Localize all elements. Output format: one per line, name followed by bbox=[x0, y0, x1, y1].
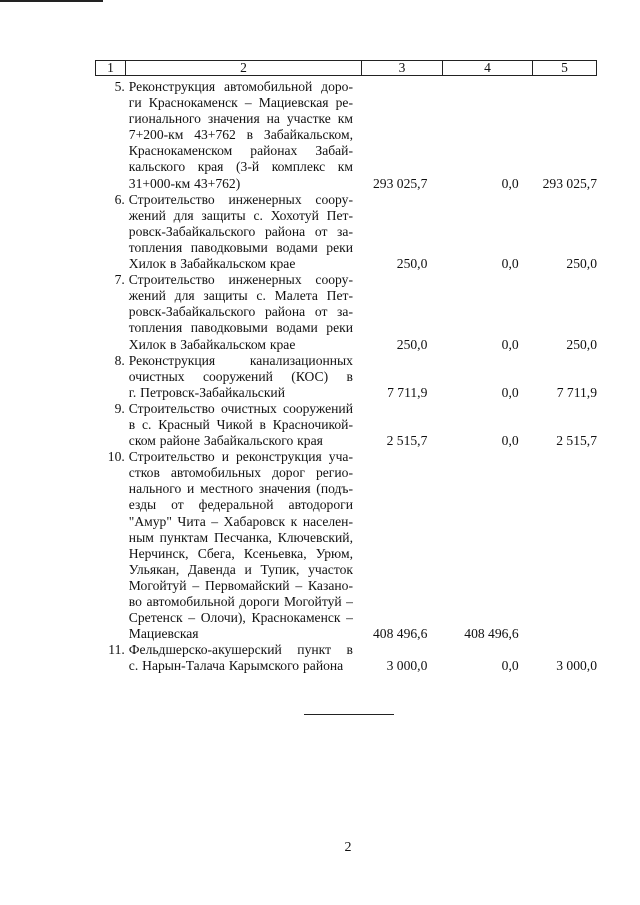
value-col-4: 0,0 bbox=[501, 336, 519, 352]
table-row bbox=[100, 353, 597, 401]
row-number: 8. bbox=[114, 352, 125, 368]
description-line: Хилок в Забайкальском крае bbox=[128, 336, 296, 352]
description-line: кальского края (3-й комплекс км bbox=[128, 159, 353, 175]
row-number: 7. bbox=[114, 272, 125, 288]
description-line: ском районе Забайкальского края bbox=[128, 433, 323, 449]
row-description bbox=[129, 272, 353, 352]
description-line: жений для защиты с. Хохотуй Пет- bbox=[128, 207, 353, 223]
description-line: 31+000-км 43+762) bbox=[128, 175, 241, 191]
description-line: Реконструкция канализационных bbox=[128, 352, 353, 368]
description-line: Фельдшерско-акушерский пункт в bbox=[128, 642, 353, 658]
value-col-5: 250,0 bbox=[566, 336, 597, 352]
value-col-3: 7 711,9 bbox=[387, 384, 428, 400]
description-line: Ульякан, Давенда и Тупик, участок bbox=[128, 561, 353, 577]
header-col-2: 2 bbox=[126, 61, 362, 75]
row-number: 5. bbox=[114, 79, 125, 94]
row-description bbox=[129, 192, 353, 272]
description-line: ровск-Забайкальского района от за- bbox=[128, 223, 353, 239]
description-line: езды от федеральной автодороги bbox=[128, 497, 353, 513]
row-description bbox=[129, 79, 353, 192]
row-description bbox=[129, 401, 353, 449]
row-description bbox=[129, 353, 353, 401]
description-line: гионального значения на участке км bbox=[128, 111, 353, 127]
description-line: очистных сооружений (КОС) в bbox=[128, 368, 353, 384]
value-col-5: 3 000,0 bbox=[556, 658, 597, 674]
page-number: 2 bbox=[344, 840, 352, 855]
value-col-5: 250,0 bbox=[566, 256, 597, 272]
value-col-3: 293 025,7 bbox=[373, 175, 428, 191]
value-col-3: 2 515,7 bbox=[386, 433, 428, 449]
value-col-5: 7 711,9 bbox=[556, 384, 597, 400]
description-line: жений для защиты с. Малета Пет- bbox=[128, 288, 353, 304]
header-col-5: 5 bbox=[561, 60, 568, 75]
description-line: Краснокаменском районах Забай- bbox=[128, 143, 353, 159]
table-row bbox=[100, 272, 597, 352]
table-row bbox=[100, 79, 597, 192]
value-col-4: 0,0 bbox=[501, 658, 519, 674]
description-line: ровск-Забайкальского района от за- bbox=[128, 304, 353, 320]
description-line: Реконструкция автомобильной доро- bbox=[128, 79, 353, 94]
description-line: ным пунктам Песчанка, Ключевский, bbox=[128, 529, 353, 545]
value-col-4: 408 496,6 bbox=[464, 626, 519, 642]
description-line: во автомобильной дороги Могойтуй – bbox=[128, 594, 353, 609]
description-line: Строительство и реконструкция уча- bbox=[128, 449, 353, 465]
description-line: 7+200-км 43+762 в Забайкальском, bbox=[128, 127, 353, 143]
value-col-4: 0,0 bbox=[501, 256, 519, 272]
row-number: 6. bbox=[114, 191, 125, 207]
header-col-3: 3 bbox=[362, 61, 443, 75]
description-line: Хилок в Забайкальском крае bbox=[128, 256, 296, 272]
description-line: стков автомобильных дорог регио- bbox=[128, 465, 353, 481]
row-number: 11. bbox=[108, 642, 125, 658]
row-description bbox=[129, 449, 353, 642]
header-col-4: 4 bbox=[443, 61, 533, 75]
description-line: Мациевская bbox=[128, 626, 199, 642]
description-line: Сретенск – Олочи), Краснокаменск – bbox=[128, 610, 353, 626]
description-line: с. Нарын-Талача Карымского района bbox=[128, 658, 344, 674]
description-line: г. Петровск-Забайкальский bbox=[128, 384, 285, 400]
table-row bbox=[100, 401, 597, 449]
value-col-3: 250,0 bbox=[396, 256, 428, 272]
table-row bbox=[100, 642, 597, 674]
table-body bbox=[100, 79, 597, 674]
top-left-rule bbox=[0, 0, 103, 2]
description-line: ги Краснокаменск – Мациевская ре- bbox=[128, 95, 353, 111]
description-line: Строительство инженерных соору- bbox=[128, 272, 353, 288]
value-col-5: 293 025,7 bbox=[542, 175, 597, 191]
description-line: топления паводковыми водами реки bbox=[128, 320, 353, 336]
table-row bbox=[100, 192, 597, 272]
value-col-4: 0,0 bbox=[501, 433, 519, 449]
row-number: 10. bbox=[107, 449, 125, 465]
description-line: нального и местного значения (подъ- bbox=[128, 481, 353, 497]
row-description bbox=[129, 642, 353, 674]
description-line: Могойтуй – Первомайский – Казано- bbox=[128, 577, 353, 593]
value-col-5: 2 515,7 bbox=[556, 433, 597, 449]
header-col-1: 1 bbox=[96, 61, 126, 75]
value-col-3: 3 000,0 bbox=[386, 658, 428, 674]
description-line: Строительство инженерных соору- bbox=[128, 191, 353, 207]
table-header bbox=[95, 60, 597, 76]
value-col-4: 0,0 bbox=[501, 175, 519, 191]
value-col-3: 408 496,6 bbox=[373, 626, 428, 642]
end-rule bbox=[304, 714, 394, 715]
description-line: Строительство очистных сооружений bbox=[128, 400, 353, 416]
value-col-3: 250,0 bbox=[396, 336, 428, 352]
table-row bbox=[100, 449, 597, 642]
value-col-4: 0,0 bbox=[501, 384, 519, 400]
description-line: "Амур" Чита – Хабаровск к населен- bbox=[128, 513, 353, 529]
description-line: Нерчинск, Сбега, Ксеньевка, Урюм, bbox=[128, 545, 353, 561]
description-line: в с. Красный Чикой в Красночикой- bbox=[128, 416, 353, 432]
row-number: 9. bbox=[114, 400, 125, 416]
description-line: топления паводковыми водами реки bbox=[128, 239, 353, 255]
